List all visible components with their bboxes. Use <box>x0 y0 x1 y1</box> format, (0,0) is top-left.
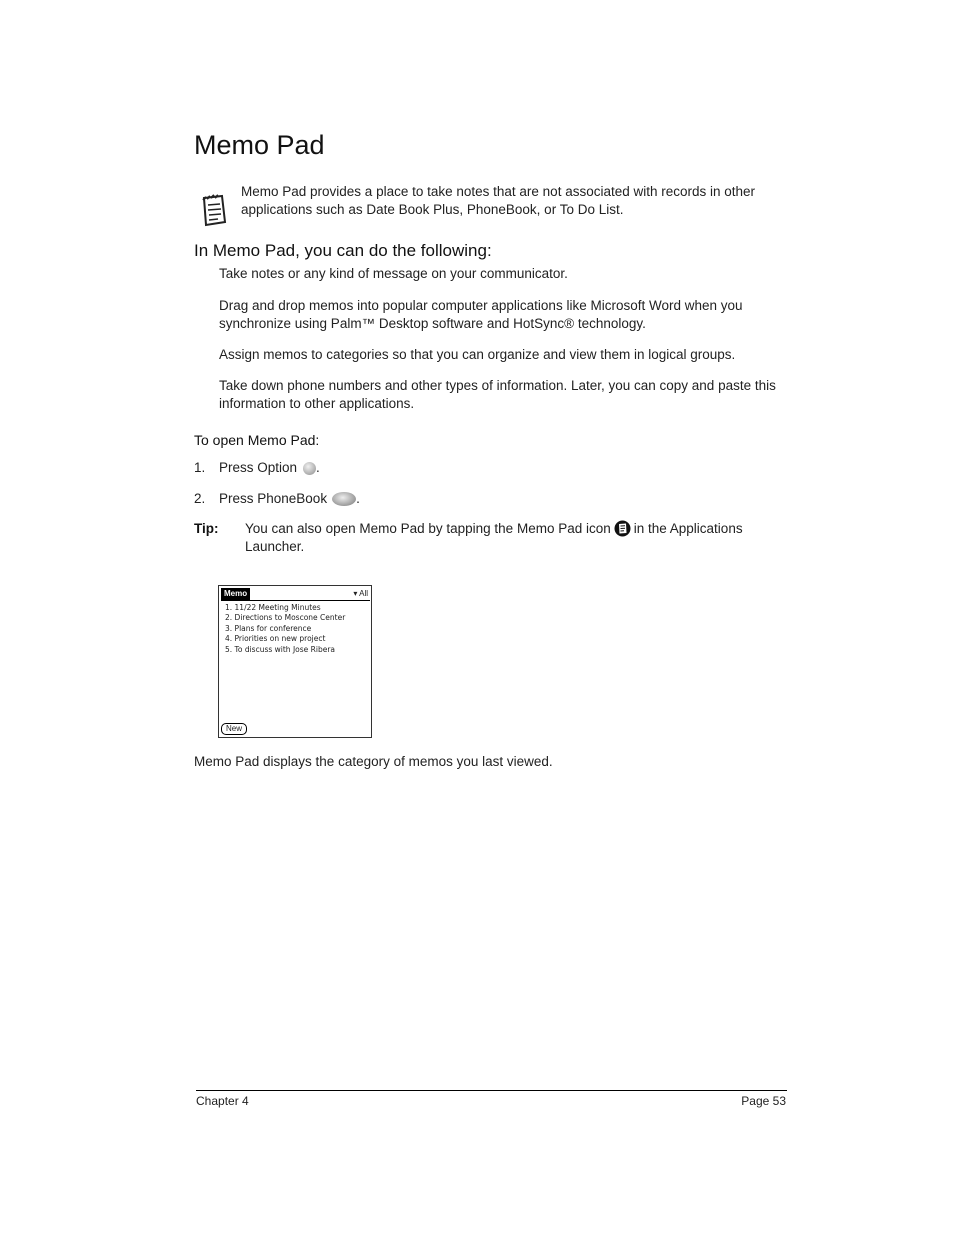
feature-item: Drag and drop memos into popular computer applications like Microsoft Word when you synchronize using Palm™ Desktop software and HotSync® technology. <box>219 298 743 331</box>
tip-text-after: in the Applications Launcher. <box>245 521 743 554</box>
footer-rule <box>196 1090 787 1091</box>
step-number: 2. <box>194 491 206 506</box>
step-end: . <box>316 460 320 475</box>
memo-pad-screenshot <box>218 585 372 738</box>
footer-page-number: Page 53 <box>741 1094 786 1108</box>
feature-item: Take down phone numbers and other types of information. Later, you can copy and paste this information to other applications. <box>219 378 776 411</box>
step-text: Press PhoneBook <box>219 491 328 506</box>
intro-text: Memo Pad provides a place to take notes that are not associated with records in other applications such as Date Book Plus, PhoneBook, or To Do List. <box>241 184 756 217</box>
tip-label: Tip: <box>194 521 219 536</box>
memo-item[interactable]: 3. Plans for conference <box>225 623 312 633</box>
step-end: . <box>356 491 360 506</box>
step-number: 1. <box>194 460 206 475</box>
option-button-icon <box>303 462 316 475</box>
category-picker[interactable]: ▾ All <box>353 589 368 598</box>
step-item <box>194 490 360 508</box>
screenshot-caption: Memo Pad displays the category of memos you last viewed. <box>194 754 553 769</box>
step-item <box>194 459 320 477</box>
screen-title-bar <box>221 588 370 601</box>
memo-pad-icon <box>196 192 230 228</box>
new-memo-button[interactable]: New <box>221 723 247 735</box>
tip-text-before: You can also open Memo Pad by tapping the Memo Pad icon <box>245 521 611 536</box>
memo-list <box>225 603 345 655</box>
memo-pad-app-icon <box>614 520 631 537</box>
phonebook-button-icon <box>332 492 356 506</box>
tip-block <box>194 520 775 556</box>
memo-item[interactable]: 4. Priorities on new project <box>225 634 326 644</box>
tip-text <box>245 520 775 556</box>
page-title: Memo Pad <box>194 130 325 160</box>
procedure-heading: To open Memo Pad: <box>194 432 320 448</box>
feature-item: Take notes or any kind of message on your communicator. <box>219 266 568 281</box>
step-text: Press Option <box>219 460 298 475</box>
memo-item[interactable]: 1. 11/22 Meeting Minutes <box>225 603 321 612</box>
feature-item: Assign memos to categories so that you can organize and view them in logical groups. <box>219 347 736 362</box>
section-heading: In Memo Pad, you can do the following: <box>194 241 492 260</box>
memo-item[interactable]: 5. To discuss with Jose Ribera <box>225 644 335 654</box>
memo-tab[interactable]: Memo <box>221 588 250 600</box>
footer-chapter: Chapter 4 <box>196 1094 249 1108</box>
memo-item[interactable]: 2. Directions to Moscone Center <box>225 613 346 623</box>
